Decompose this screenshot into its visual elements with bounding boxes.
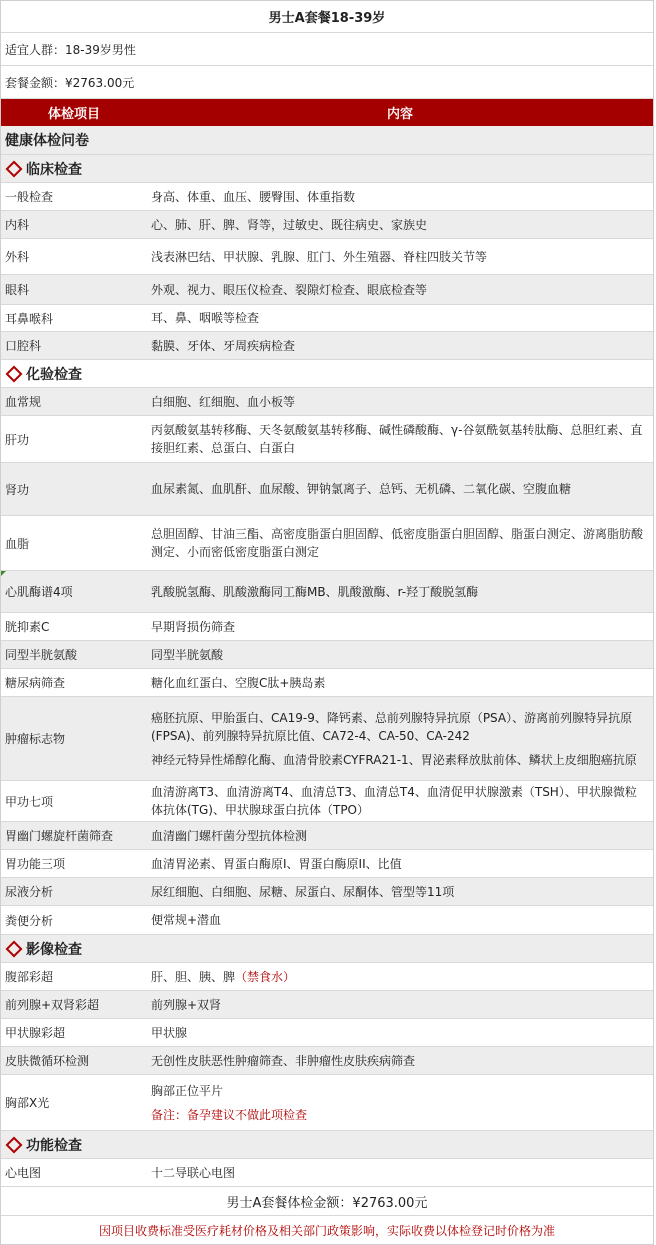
table-row [1,1019,653,1047]
table-row [1,416,653,463]
item-content: 白细胞、红细胞、血小板等 [151,394,296,409]
item-content: 血清胃泌素、胃蛋白酶原I、胃蛋白酶原II、比值 [151,856,402,871]
item-content [147,707,653,771]
remark-note: 备注：备孕建议不做此项检查 [151,1107,308,1122]
price-footnote: 因项目收费标准受医疗耗材价格及相关部门政策影响，实际收费以体检登记时价格为准 [98,1223,555,1238]
item-name: 同型半胱氨酸 [5,648,78,662]
item-content: 无创性皮肤恶性肿瘤筛查、非肿瘤性皮肤疾病筛查 [151,1053,416,1068]
item-name: 皮肤微循环检测 [5,1054,90,1068]
item-content [147,966,653,988]
item-content: 乳酸脱氢酶、肌酸激酶同工酶MB、肌酸激酶、r-羟丁酸脱氢酶 [151,584,479,599]
section-clinical [1,155,653,183]
table-row [1,613,653,641]
item-content: 早期肾损伤筛查 [151,619,236,634]
item-content: 前列腺+双肾 [151,997,222,1012]
item-name: 耳鼻喉科 [5,311,54,326]
item-name: 胃功能三项 [5,857,66,871]
table-row [1,1075,653,1131]
table-row [1,1159,653,1187]
item-name: 心肌酶谱4项 [5,585,73,599]
item-content: 耳、鼻、咽喉等检查 [151,311,260,325]
item-name: 甲状腺彩超 [5,1026,66,1040]
item-name: 尿液分析 [5,885,54,899]
table-row [1,641,653,669]
table-row [1,571,653,613]
table-row [1,963,653,991]
item-name: 一般检查 [5,190,54,204]
item-name: 血常规 [5,395,42,409]
section-title: 功能检查 [26,1137,82,1154]
questionnaire-row: 健康体检问卷 [1,126,653,155]
item-content: 同型半胱氨酸 [151,647,224,662]
item-content: 黏膜、牙体、牙周疾病检查 [151,338,296,353]
item-name: 粪便分析 [5,913,54,928]
section-lab [1,360,653,388]
item-name: 前列腺+双肾彩超 [5,998,100,1012]
section-title: 化验检查 [26,366,82,383]
table-row [1,211,653,239]
item-content: 血清幽门螺杆菌分型抗体检测 [151,828,308,843]
item-name: 血脂 [5,536,30,551]
item-content [147,1080,653,1126]
item-content: 心、肺、肝、脾、肾等，过敏史、既往病史、家族史 [151,217,428,232]
item-name: 胸部X光 [5,1096,50,1110]
header-item: 体检项目 [47,107,100,122]
item-name: 眼科 [5,283,30,297]
diamond-icon [6,1136,23,1153]
item-name: 胱抑素C [5,620,50,634]
table-row [1,906,653,935]
item-content-line: 神经元特异性烯醇化酶、血清骨胶素CYFRA21-1、胃泌素释放肽前体、鳞状上皮细胞癌抗原 [151,752,637,767]
table-row [1,275,653,305]
item-name: 腹部彩超 [5,970,54,984]
item-content: 糖化血红蛋白、空腹C肽+胰岛素 [151,675,326,690]
item-name: 糖尿病筛查 [5,676,66,690]
item-content: 甲状腺 [151,1025,188,1040]
item-name: 肝功 [5,432,30,447]
item-content: 总胆固醇、甘油三酯、高密度脂蛋白胆固醇、低密度脂蛋白胆固醇、脂蛋白测定、游离脂肪酸测定、小而密低密度脂蛋白测定 [151,527,644,559]
section-title: 临床检查 [26,161,82,178]
item-name: 胃幽门螺旋杆菌筛查 [5,829,114,843]
item-name: 外科 [5,250,30,264]
table-row [1,516,653,571]
table-row [1,781,653,822]
suitable-group: 适宜人群：18-39岁男性 [1,33,653,66]
item-name: 口腔科 [5,339,42,353]
table-row [1,697,653,781]
table-row [1,878,653,906]
table-row [1,305,653,332]
item-content: 十二导联心电图 [151,1165,236,1180]
item-name: 心电图 [5,1166,42,1180]
table-row [1,1047,653,1075]
item-content: 外观、视力、眼压仪检查、裂隙灯检查、眼底检查等 [151,282,428,297]
item-content-line: 癌胚抗原、甲胎蛋白、CA19-9、降钙素、总前列腺特异抗原（PSA）、游离前列腺特异抗原(FPSA)、前列腺特异抗原比值、CA72-4、CA-50、CA-242 [151,710,633,743]
table-row [1,239,653,275]
item-content-line: 胸部正位平片 [151,1083,224,1098]
table-row [1,332,653,360]
item-content-text: 肝、胆、胰、脾 [151,969,236,984]
diamond-icon [6,365,23,382]
item-content: 便常规+潜血 [151,913,222,927]
section-imaging [1,935,653,963]
package-price: 套餐金额：¥2763.00元 [1,66,653,99]
total-price: 男士A套餐体检金额：¥2763.00元 [1,1187,653,1216]
item-content: 血尿素氮、血肌酐、血尿酸、钾钠氯离子、总钙、无机磷、二氧化碳、空腹血糖 [151,482,572,496]
section-title: 影像检查 [26,941,82,958]
package-title: 男士A套餐18-39岁 [1,0,653,33]
header-content: 内容 [386,107,413,122]
table-header [1,99,653,126]
item-content: 浅表淋巴结、甲状腺、乳腺、肛门、外生殖器、脊柱四肢关节等 [151,249,488,264]
diamond-icon [6,160,23,177]
item-name: 肿瘤标志物 [5,732,66,746]
table-row [1,850,653,878]
table-row [1,822,653,850]
item-name: 肾功 [5,482,30,497]
item-name: 甲功七项 [5,794,54,809]
item-content: 身高、体重、血压、腰臀围、体重指数 [151,189,356,204]
table-row [1,388,653,416]
diamond-icon [6,940,23,957]
table-row [1,669,653,697]
table-row [1,463,653,516]
item-name: 内科 [5,218,30,232]
table-row [1,991,653,1019]
item-content: 丙氨酸氨基转移酶、天冬氨酸氨基转移酶、碱性磷酸酶、γ-谷氨酰氨基转肽酶、总胆红素、直接胆红素、总蛋白、白蛋白 [151,423,643,455]
section-function [1,1131,653,1159]
table-row [1,183,653,211]
fasting-note: （禁食水） [235,969,296,984]
item-content: 血清游离T3、血清游离T4、血清总T3、血清总T4、血清促甲状腺激素（TSH）、甲状腺微粒体抗体(TG)、甲状腺球蛋白抗体（TPO） [151,785,637,817]
item-content: 尿红细胞、白细胞、尿糖、尿蛋白、尿酮体、管型等11项 [151,884,455,899]
